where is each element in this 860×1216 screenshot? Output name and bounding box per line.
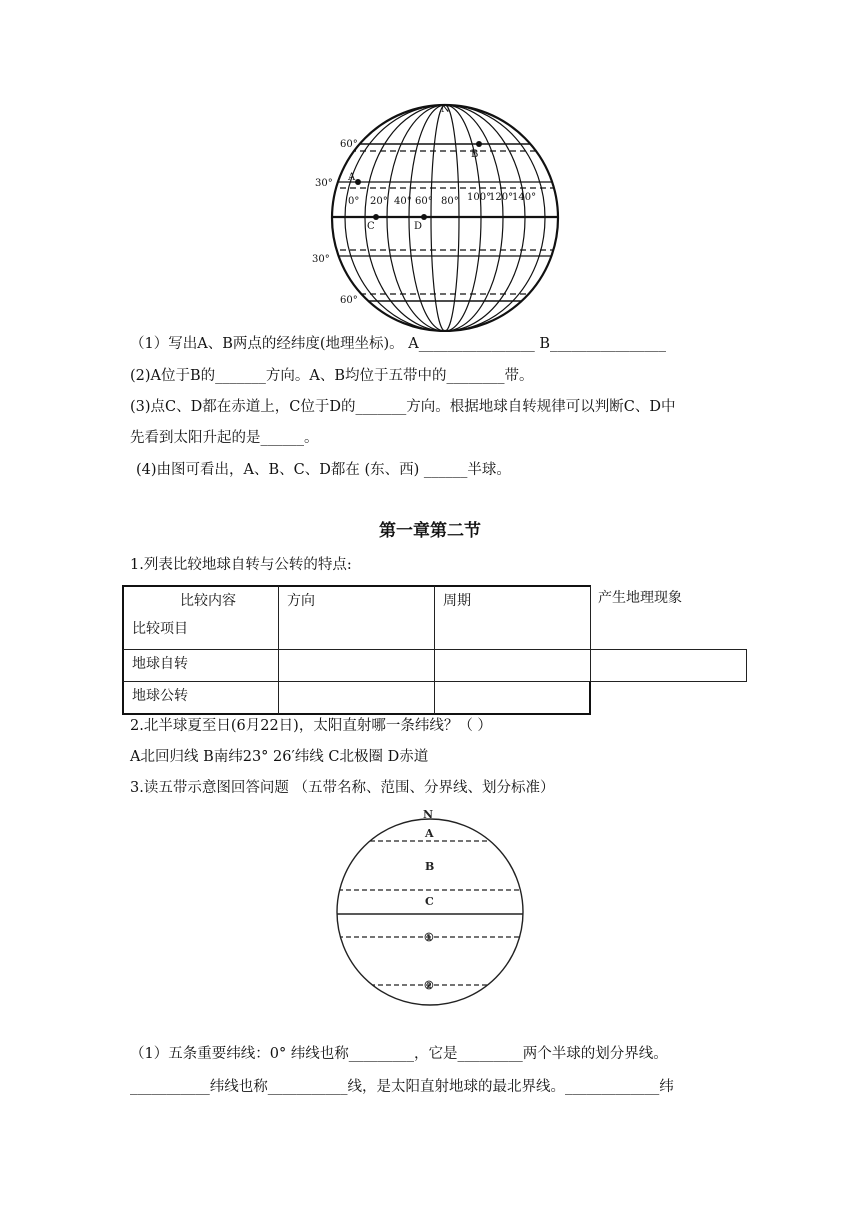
zone-2-label: ② xyxy=(424,979,434,992)
zone-b-label: B xyxy=(425,860,435,873)
table-header-phenomenon: 产生地理现象 xyxy=(598,590,682,606)
question-2-1: 1.列表比较地球自转与公转的特点: xyxy=(130,557,352,573)
question-2-3: 3.读五带示意图回答问题 （五带名称、范围、分界线、划分标准） xyxy=(130,780,555,796)
zone-a-label: A xyxy=(425,827,434,840)
globe-lat-lon-diagram xyxy=(300,100,560,332)
lon-label-120: 120° xyxy=(489,192,514,203)
zone-1-label: ① xyxy=(424,931,434,944)
lat-label-30n: 30° xyxy=(315,178,333,189)
table-row-revolution-direction xyxy=(278,681,435,715)
question-1-1: （1）写出A、B两点的经纬度(地理坐标)。 A________________ B________________ xyxy=(130,336,667,352)
point-a-dot xyxy=(355,179,361,185)
lon-label-0: 0° xyxy=(348,196,360,207)
zone-c-label: C xyxy=(425,895,434,908)
lon-label-20: 20° xyxy=(370,196,388,207)
point-d-dot xyxy=(421,214,427,220)
question-3-1a: （1）五条重要纬线：0° 纬线也称_________，它是_________两个半球的划分界线。 xyxy=(130,1046,668,1062)
question-1-3a: (3)点C、D都在赤道上，C位于D的_______方向。根据地球自转规律可以判断C、D中 xyxy=(130,399,676,415)
point-c-label: C xyxy=(367,221,375,232)
lat-label-60s: 60° xyxy=(340,295,358,306)
lat-label-60n: 60° xyxy=(340,139,358,150)
point-b-dot xyxy=(476,141,482,147)
point-c-dot xyxy=(373,214,379,220)
point-d-label: D xyxy=(414,221,423,232)
question-3-1b: ___________纬线也称___________线，是太阳直射地球的最北界线。_____________纬 xyxy=(130,1079,674,1095)
question-1-2: (2)A位于B的_______方向。A、B均位于五带中的________带。 xyxy=(130,368,534,384)
table-row-rotation-period xyxy=(434,649,591,682)
point-b-label: B xyxy=(471,149,479,160)
table-row-revolution-period xyxy=(434,681,591,715)
lon-label-60: 60° xyxy=(415,196,433,207)
north-label-2: N xyxy=(423,808,434,821)
lon-label-140: 140° xyxy=(512,192,537,203)
table-row-rotation-label: 地球自转 xyxy=(122,649,279,682)
question-2-2-options: A北回归线 B南纬23° 26′纬线 C北极圈 D赤道 xyxy=(130,749,429,765)
lon-label-40: 40° xyxy=(394,196,412,207)
table-corner-cell xyxy=(122,585,279,650)
table-row-rotation-phenomenon xyxy=(590,649,747,682)
table-corner-top: 比较内容 xyxy=(180,593,236,609)
table-row-rotation-direction xyxy=(278,649,435,682)
question-1-4: (4)由图可看出，A、B、C、D都在 (东、西) ______半球。 xyxy=(136,462,511,478)
table-header-direction: 方向 xyxy=(278,585,435,650)
chapter-title: 第一章第二节 xyxy=(379,521,481,541)
five-zones-diagram xyxy=(330,806,530,1016)
point-a-label: A xyxy=(348,172,356,183)
table-corner-bottom: 比较项目 xyxy=(132,621,188,637)
table-row-revolution-label: 地球公转 xyxy=(122,681,279,715)
question-1-3b: 先看到太阳升起的是______。 xyxy=(130,430,319,446)
lon-label-80: 80° xyxy=(441,196,459,207)
table-header-period: 周期 xyxy=(434,585,591,650)
lat-label-30s: 30° xyxy=(312,254,330,265)
north-label: N xyxy=(441,104,450,115)
question-2-2: 2.北半球夏至日(6月22日)，太阳直射哪一条纬线？（ ） xyxy=(130,718,492,734)
lon-label-100: 100° xyxy=(467,192,492,203)
